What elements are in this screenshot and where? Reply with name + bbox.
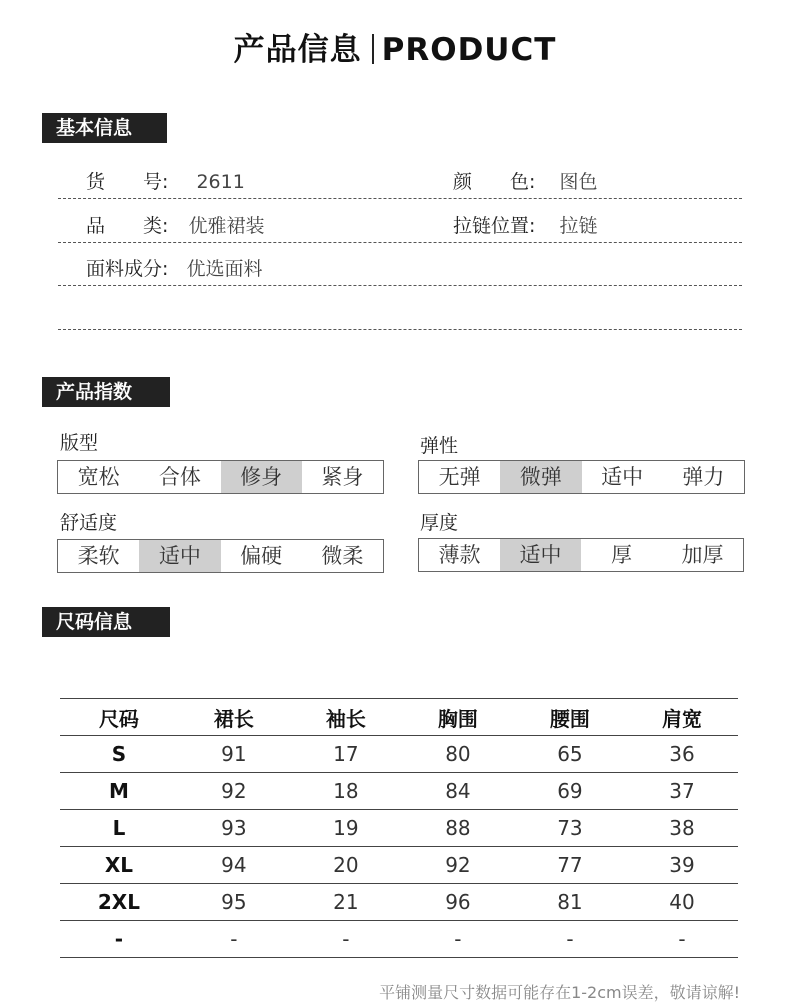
measure-cell: 92 xyxy=(178,773,290,810)
measure-cell: 65 xyxy=(514,736,626,773)
measure-cell: - xyxy=(290,921,402,958)
measure-cell: 95 xyxy=(178,884,290,921)
index-scale-elasticity xyxy=(418,460,745,494)
index-option-selected: 适中 xyxy=(139,540,220,572)
size-cell: S xyxy=(60,736,178,773)
index-option: 薄款 xyxy=(438,543,481,567)
table-row xyxy=(60,736,738,773)
section-tag-basic: 基本信息 xyxy=(42,113,167,143)
measure-cell: 20 xyxy=(290,847,402,884)
table-row xyxy=(60,773,738,810)
divider xyxy=(58,242,742,243)
footnote: 平铺测量尺寸数据可能存在1-2cm误差，敬请谅解! xyxy=(379,983,740,1002)
index-option-selected: 微弹 xyxy=(500,461,581,493)
size-cell: - xyxy=(60,921,178,958)
index-option: 柔软 xyxy=(77,544,120,568)
measure-cell: 80 xyxy=(402,736,514,773)
info-key: 颜 色: xyxy=(453,171,536,193)
size-table xyxy=(60,698,738,958)
measure-cell: 21 xyxy=(290,884,402,921)
measure-cell: - xyxy=(626,921,738,958)
table-row xyxy=(60,847,738,884)
index-option: 适中 xyxy=(601,465,644,489)
index-label-comfort: 舒适度 xyxy=(60,512,118,534)
header-skirt-length: 裙长 xyxy=(178,699,290,736)
title-divider xyxy=(372,34,374,64)
measure-cell: 77 xyxy=(514,847,626,884)
info-key: 面料成分: xyxy=(86,258,169,280)
index-scale-thickness xyxy=(418,538,744,572)
measure-cell: 96 xyxy=(402,884,514,921)
table-row xyxy=(60,921,738,958)
index-option: 紧身 xyxy=(321,465,364,489)
size-cell: L xyxy=(60,810,178,847)
index-option: 加厚 xyxy=(681,543,724,567)
index-option: 厚 xyxy=(611,543,632,567)
divider xyxy=(58,198,742,199)
measure-cell: 73 xyxy=(514,810,626,847)
info-item-zipper xyxy=(453,211,597,238)
info-value: 优雅裙装 xyxy=(188,215,265,237)
index-option: 偏硬 xyxy=(240,544,283,568)
measure-cell: 37 xyxy=(626,773,738,810)
size-table-body xyxy=(60,736,738,958)
size-cell: 2XL xyxy=(60,884,178,921)
header-size: 尺码 xyxy=(60,699,178,736)
info-item-color xyxy=(453,167,597,194)
page-title xyxy=(0,24,790,69)
info-value: 图色 xyxy=(559,171,598,193)
index-option-selected: 适中 xyxy=(500,539,581,571)
info-key: 货 号: xyxy=(86,171,169,193)
measure-cell: 81 xyxy=(514,884,626,921)
measure-cell: 40 xyxy=(626,884,738,921)
table-row xyxy=(60,810,738,847)
measure-cell: 88 xyxy=(402,810,514,847)
section-tag-size: 尺码信息 xyxy=(42,607,170,637)
measure-cell: - xyxy=(402,921,514,958)
index-scale-fit xyxy=(57,460,384,494)
info-value: 2611 xyxy=(196,171,245,193)
divider xyxy=(58,285,742,286)
measure-cell: 39 xyxy=(626,847,738,884)
section-tag-index: 产品指数 xyxy=(42,377,170,407)
measure-cell: 18 xyxy=(290,773,402,810)
table-row xyxy=(60,884,738,921)
measure-cell: 38 xyxy=(626,810,738,847)
index-label-fit: 版型 xyxy=(60,432,99,454)
measure-cell: 69 xyxy=(514,773,626,810)
index-scale-comfort xyxy=(57,539,384,573)
measure-cell: 19 xyxy=(290,810,402,847)
info-item-sku xyxy=(86,167,245,194)
info-item-category xyxy=(86,211,264,238)
index-label-elasticity: 弹性 xyxy=(420,435,459,457)
measure-cell: 36 xyxy=(626,736,738,773)
index-option: 宽松 xyxy=(77,465,120,489)
header-bust: 胸围 xyxy=(402,699,514,736)
measure-cell: 92 xyxy=(402,847,514,884)
header-sleeve-length: 袖长 xyxy=(290,699,402,736)
info-value: 优选面料 xyxy=(186,258,263,280)
header-shoulder: 肩宽 xyxy=(626,699,738,736)
size-cell: XL xyxy=(60,847,178,884)
info-value: 拉链 xyxy=(559,215,598,237)
index-option: 弹力 xyxy=(682,465,725,489)
index-option: 无弹 xyxy=(438,465,481,489)
index-option-selected: 修身 xyxy=(221,461,302,493)
info-item-fabric xyxy=(86,254,262,281)
size-table-header xyxy=(60,699,738,736)
measure-cell: 91 xyxy=(178,736,290,773)
page-title-cn: 产品信息 xyxy=(233,32,362,68)
index-option: 合体 xyxy=(158,465,201,489)
index-label-thickness: 厚度 xyxy=(420,512,459,534)
measure-cell: 93 xyxy=(178,810,290,847)
header-waist: 腰围 xyxy=(514,699,626,736)
measure-cell: - xyxy=(178,921,290,958)
size-cell: M xyxy=(60,773,178,810)
page-title-en: PRODUCT xyxy=(381,32,557,68)
index-option: 微柔 xyxy=(321,544,364,568)
info-key: 品 类: xyxy=(86,215,169,237)
measure-cell: - xyxy=(514,921,626,958)
measure-cell: 94 xyxy=(178,847,290,884)
info-key: 拉链位置: xyxy=(453,215,536,237)
measure-cell: 17 xyxy=(290,736,402,773)
measure-cell: 84 xyxy=(402,773,514,810)
divider xyxy=(58,329,742,330)
